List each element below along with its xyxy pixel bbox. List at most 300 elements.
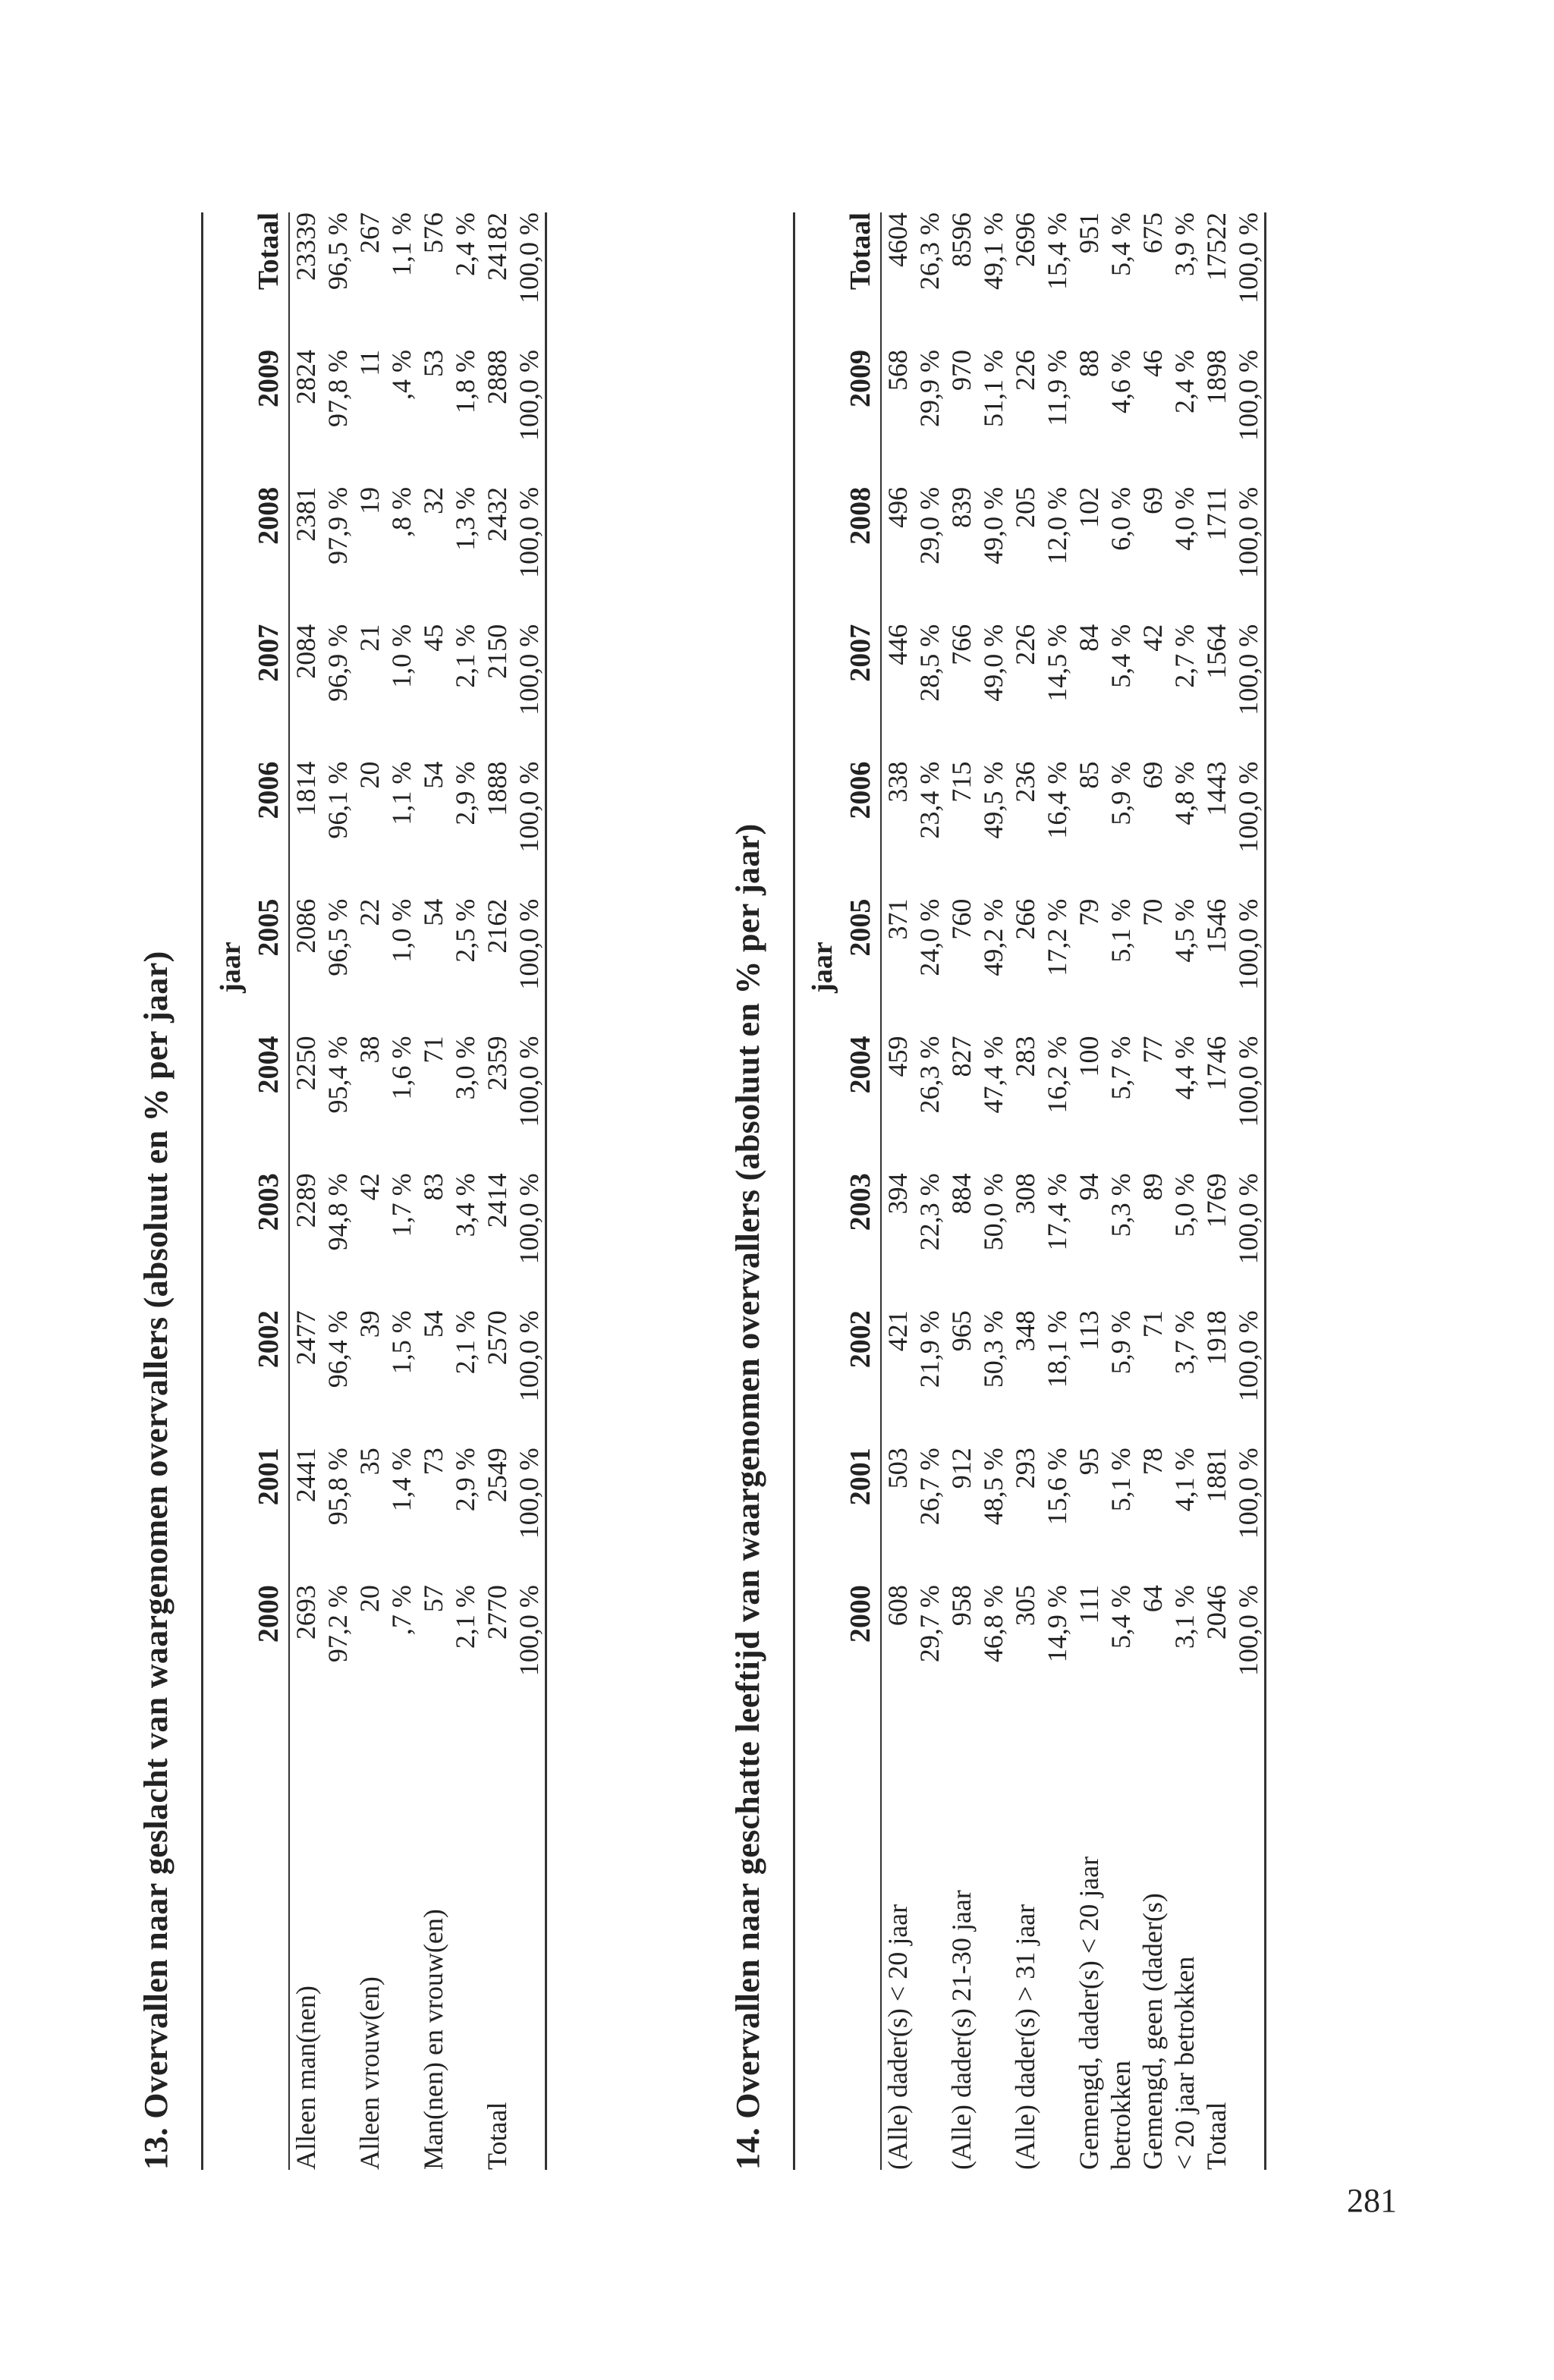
- cell-percent: ,8 %: [386, 486, 417, 537]
- cell-percent: 100,0 %: [1233, 624, 1263, 715]
- table13-col-header: 2004: [253, 1036, 285, 1094]
- cell-percent: 49,2 %: [978, 898, 1008, 976]
- table14-cell: [1200, 212, 1266, 350]
- table14-cell: [1009, 1036, 1073, 1173]
- cell-absolute: 760: [946, 898, 977, 940]
- cell-absolute: 38: [354, 1036, 385, 1064]
- row-label-line1: (Alle) dader(s) < 20 jaar: [882, 1904, 913, 2170]
- cell-percent: 16,2 %: [1042, 1036, 1072, 1114]
- table14-cell: [945, 1310, 1009, 1448]
- table14-col-header: 2000: [845, 1585, 876, 1643]
- table13-row: [289, 212, 354, 2170]
- cell-percent: 17,2 %: [1042, 898, 1072, 976]
- cell-percent: 51,1 %: [978, 349, 1008, 427]
- cell-absolute: 2414: [482, 1173, 512, 1228]
- cell-absolute: 113: [1074, 1310, 1104, 1350]
- table13-cell: [354, 1036, 417, 1173]
- cell-percent: 49,5 %: [978, 761, 1008, 839]
- cell-percent: 94,8 %: [322, 1173, 353, 1251]
- table13-cell: [354, 487, 417, 624]
- table14-col-header: 2002: [845, 1310, 876, 1369]
- cell-percent: 49,1 %: [978, 212, 1008, 290]
- cell-percent: ,7 %: [386, 1585, 417, 1636]
- table14-col-header: 2006: [845, 761, 876, 819]
- table14-title: 14. Overvallen naar geschatte leeftijd van waargenomen overvallers (absoluut en % per jaar): [729, 823, 766, 2170]
- cell-percent: 100,0 %: [514, 761, 544, 853]
- cell-absolute: 35: [354, 1448, 385, 1476]
- cell-percent: 100,0 %: [1233, 486, 1263, 578]
- cell-percent: 17,4 %: [1042, 1173, 1072, 1251]
- cell-absolute: 226: [1010, 624, 1040, 665]
- cell-absolute: 1711: [1201, 486, 1232, 541]
- table13-cell: [417, 1585, 481, 1722]
- cell-percent: 100,0 %: [1233, 898, 1263, 990]
- cell-absolute: 2549: [482, 1448, 512, 1503]
- cell-absolute: 1443: [1201, 761, 1232, 816]
- table14-cell: [945, 1036, 1009, 1173]
- cell-absolute: 2359: [482, 1036, 512, 1091]
- table14-cell: [1137, 1173, 1200, 1310]
- table14-cell: [1137, 1585, 1200, 1722]
- cell-absolute: 53: [418, 349, 448, 377]
- cell-percent: 2,4 %: [1169, 349, 1200, 413]
- table14-cell: [1009, 1448, 1073, 1585]
- cell-percent: 50,3 %: [978, 1310, 1008, 1388]
- table13-cell: [417, 212, 481, 350]
- cell-absolute: 42: [354, 1173, 385, 1201]
- table13-cell: [481, 1448, 546, 1585]
- table14-row: [1200, 212, 1266, 2170]
- table13-cell: [417, 1310, 481, 1448]
- table14-cell: [1073, 762, 1137, 899]
- table14-cell: [881, 762, 945, 899]
- cell-percent: 29,9 %: [914, 349, 945, 427]
- cell-percent: 5,9 %: [1106, 1310, 1136, 1375]
- cell-absolute: 236: [1010, 761, 1040, 803]
- cell-percent: 5,0 %: [1169, 1173, 1200, 1237]
- cell-percent: 5,3 %: [1106, 1173, 1136, 1237]
- table14-col-header: 2003: [845, 1173, 876, 1231]
- table14-cell: [881, 624, 945, 762]
- table14-cell: [1137, 212, 1200, 350]
- row-label-line2: [977, 1722, 1009, 2170]
- cell-percent: 47,4 %: [978, 1036, 1008, 1114]
- cell-absolute: 951: [1074, 212, 1104, 253]
- table13-cell: [289, 1585, 354, 1722]
- table14-cell: [881, 1585, 945, 1722]
- cell-absolute: 293: [1010, 1448, 1040, 1489]
- cell-absolute: 19: [354, 486, 385, 514]
- table13-cell: [417, 487, 481, 624]
- cell-absolute: 283: [1010, 1036, 1040, 1077]
- table14-cell: [1200, 1310, 1266, 1448]
- cell-absolute: 1814: [291, 761, 321, 816]
- cell-absolute: 78: [1137, 1448, 1168, 1476]
- cell-absolute: 77: [1137, 1036, 1168, 1064]
- cell-percent: 100,0 %: [514, 1585, 544, 1677]
- table13-cell: [354, 1585, 417, 1722]
- cell-percent: 4,0 %: [1169, 486, 1200, 551]
- cell-percent: 1,0 %: [386, 898, 417, 963]
- table13-cell: [481, 762, 546, 899]
- table13-cell: [354, 212, 417, 350]
- cell-absolute: 20: [354, 761, 385, 789]
- table14-col-header: 2009: [845, 349, 876, 407]
- cell-absolute: 2824: [291, 349, 321, 404]
- cell-percent: 1,4 %: [386, 1448, 417, 1512]
- cell-percent: 5,1 %: [1106, 1448, 1136, 1512]
- cell-percent: 2,7 %: [1169, 624, 1200, 688]
- cell-percent: 3,7 %: [1169, 1310, 1200, 1375]
- cell-percent: 100,0 %: [514, 1448, 544, 1539]
- table14-col-header: Totaal: [845, 212, 876, 291]
- cell-percent: 28,5 %: [914, 624, 945, 702]
- cell-percent: 22,3 %: [914, 1173, 945, 1251]
- table14-row-label: [881, 1722, 945, 2170]
- table13-cell: [417, 624, 481, 762]
- table14-cell: [1137, 1036, 1200, 1173]
- cell-percent: 100,0 %: [514, 898, 544, 990]
- cell-percent: 5,4 %: [1106, 1585, 1136, 1649]
- cell-percent: 26,3 %: [914, 1036, 945, 1114]
- cell-absolute: 84: [1074, 624, 1104, 652]
- cell-absolute: 11: [354, 349, 385, 376]
- cell-absolute: 1746: [1201, 1036, 1232, 1091]
- cell-absolute: 2150: [482, 624, 512, 679]
- table14-cell: [1073, 1036, 1137, 1173]
- cell-percent: 96,4 %: [322, 1310, 353, 1388]
- table14-corner: [794, 1722, 840, 2170]
- table13-row: [481, 212, 546, 2170]
- cell-absolute: 308: [1010, 1173, 1040, 1215]
- cell-percent: 100,0 %: [514, 1036, 544, 1127]
- table14-cell: [1073, 1173, 1137, 1310]
- cell-percent: 49,0 %: [978, 624, 1008, 702]
- table13-col-header: 2009: [253, 349, 285, 407]
- cell-absolute: 73: [418, 1448, 448, 1476]
- table13-cell: [289, 1310, 354, 1448]
- cell-absolute: 912: [946, 1448, 977, 1489]
- cell-percent: 29,0 %: [914, 486, 945, 564]
- cell-absolute: 54: [418, 761, 448, 789]
- cell-percent: 50,0 %: [978, 1173, 1008, 1251]
- table13-cell: [481, 212, 546, 350]
- cell-absolute: 8596: [946, 212, 977, 267]
- table13-row-label: [354, 1722, 417, 2170]
- cell-absolute: 1769: [1201, 1173, 1232, 1228]
- table13-cell: [354, 899, 417, 1036]
- table14-cell: [881, 1448, 945, 1585]
- cell-absolute: 2570: [482, 1310, 512, 1366]
- cell-percent: 5,1 %: [1106, 898, 1136, 963]
- cell-absolute: 2441: [291, 1448, 321, 1503]
- cell-percent: 29,7 %: [914, 1585, 945, 1663]
- table14-cell: [1073, 350, 1137, 487]
- table14-cell: [1009, 1310, 1073, 1448]
- cell-absolute: 459: [882, 1036, 913, 1077]
- cell-absolute: 348: [1010, 1310, 1040, 1352]
- cell-absolute: 2477: [291, 1310, 321, 1366]
- table14-cell: [945, 1173, 1009, 1310]
- cell-absolute: 305: [1010, 1585, 1040, 1627]
- cell-percent: 4,4 %: [1169, 1036, 1200, 1100]
- cell-percent: 1,5 %: [386, 1310, 417, 1375]
- table13-cell: [289, 212, 354, 350]
- cell-absolute: 100: [1074, 1036, 1104, 1077]
- table14-cell: [1073, 899, 1137, 1036]
- cell-percent: 100,0 %: [514, 1173, 544, 1265]
- cell-absolute: 446: [882, 624, 913, 665]
- table13-cell: [289, 624, 354, 762]
- table14-cell: [1200, 350, 1266, 487]
- table14-row: [945, 212, 1009, 2170]
- cell-percent: 1,3 %: [450, 486, 480, 551]
- table14-col-header: 2001: [845, 1448, 876, 1506]
- cell-percent: 97,9 %: [322, 486, 353, 564]
- table14-cell: [1200, 1448, 1266, 1585]
- cell-percent: 100,0 %: [1233, 1173, 1263, 1265]
- table13-cell: [354, 1310, 417, 1448]
- cell-absolute: 205: [1010, 486, 1040, 528]
- cell-absolute: 69: [1137, 486, 1168, 514]
- table14-cell: [881, 350, 945, 487]
- row-label-line1: Totaal: [482, 2102, 512, 2170]
- table13-cell: [481, 899, 546, 1036]
- table14-cell: [1009, 762, 1073, 899]
- cell-percent: 100,0 %: [1233, 212, 1263, 303]
- table13-group-header: jaar: [215, 942, 247, 993]
- cell-absolute: 496: [882, 486, 913, 528]
- row-label-line2: [1041, 1722, 1073, 2170]
- cell-percent: 97,8 %: [322, 349, 353, 427]
- cell-percent: 95,8 %: [322, 1448, 353, 1526]
- cell-percent: 2,5 %: [450, 898, 480, 963]
- row-label-line1: Man(nen) en vrouw(en): [418, 1909, 448, 2170]
- table14-cell: [1200, 1173, 1266, 1310]
- table13-cell: [417, 1173, 481, 1310]
- cell-absolute: 2888: [482, 349, 512, 404]
- cell-percent: 1,7 %: [386, 1173, 417, 1237]
- cell-percent: 49,0 %: [978, 486, 1008, 564]
- table13-col-header: 2006: [253, 761, 285, 819]
- table13-cell: [354, 762, 417, 899]
- cell-absolute: 94: [1074, 1173, 1104, 1201]
- cell-percent: 2,1 %: [450, 1310, 480, 1375]
- cell-absolute: 226: [1010, 349, 1040, 391]
- table13-cell: [354, 624, 417, 762]
- table14-cell: [1009, 487, 1073, 624]
- cell-percent: 1,6 %: [386, 1036, 417, 1100]
- cell-absolute: 39: [354, 1310, 385, 1338]
- table14-cell: [881, 1310, 945, 1448]
- table14-row: [1137, 212, 1200, 2170]
- cell-percent: 100,0 %: [514, 624, 544, 715]
- table13-row: [354, 212, 417, 2170]
- cell-absolute: 22: [354, 898, 385, 926]
- table13-cell: [417, 899, 481, 1036]
- cell-absolute: 965: [946, 1310, 977, 1352]
- cell-absolute: 71: [418, 1036, 448, 1064]
- table14-cell: [881, 212, 945, 350]
- cell-absolute: 371: [882, 898, 913, 940]
- cell-percent: 2,4 %: [450, 212, 480, 276]
- cell-percent: 96,5 %: [322, 212, 353, 290]
- table14-row-label: [1009, 1722, 1073, 2170]
- table14-cell: [1200, 1036, 1266, 1173]
- cell-absolute: 46: [1137, 349, 1168, 377]
- cell-absolute: 54: [418, 898, 448, 926]
- cell-absolute: 715: [946, 761, 977, 803]
- cell-absolute: 42: [1137, 624, 1168, 652]
- cell-absolute: 675: [1137, 212, 1168, 253]
- table13: [201, 212, 547, 2170]
- cell-absolute: 2770: [482, 1585, 512, 1640]
- cell-absolute: 20: [354, 1585, 385, 1613]
- table14-row-label: [945, 1722, 1009, 2170]
- cell-absolute: 4604: [882, 212, 913, 267]
- table13-cell: [481, 1310, 546, 1448]
- row-label-line2: [914, 1722, 945, 2170]
- table13-cell: [481, 1036, 546, 1173]
- table14-cell: [1073, 1310, 1137, 1448]
- cell-percent: 5,4 %: [1106, 212, 1136, 276]
- table13-cell: [417, 350, 481, 487]
- cell-absolute: 568: [882, 349, 913, 391]
- cell-absolute: 503: [882, 1448, 913, 1489]
- cell-percent: 5,9 %: [1106, 761, 1136, 825]
- table13-col-header: 2008: [253, 486, 285, 545]
- cell-absolute: 1918: [1201, 1310, 1232, 1366]
- cell-percent: ,4 %: [386, 349, 417, 400]
- cell-absolute: 839: [946, 486, 977, 528]
- cell-absolute: 79: [1074, 898, 1104, 926]
- cell-percent: 100,0 %: [1233, 349, 1263, 441]
- table14-cell: [881, 487, 945, 624]
- table13-col-header: 2000: [253, 1585, 285, 1643]
- table14-row-label: [1200, 1722, 1266, 2170]
- table14-cell: [881, 1036, 945, 1173]
- cell-absolute: 57: [418, 1585, 448, 1613]
- cell-absolute: 2381: [291, 486, 321, 542]
- cell-absolute: 267: [354, 212, 385, 253]
- table13-cell: [481, 487, 546, 624]
- table14-cell: [1009, 212, 1073, 350]
- cell-absolute: 1898: [1201, 349, 1232, 404]
- table14-row-label: [1137, 1722, 1200, 2170]
- cell-percent: 3,4 %: [450, 1173, 480, 1237]
- cell-absolute: 1881: [1201, 1448, 1232, 1503]
- cell-absolute: 54: [418, 1310, 448, 1338]
- row-label-line2: [1232, 1722, 1264, 2170]
- cell-absolute: 266: [1010, 898, 1040, 940]
- table13-cell: [417, 1448, 481, 1585]
- cell-absolute: 576: [418, 212, 448, 253]
- row-label-line2: < 20 jaar betrokken: [1169, 1956, 1200, 2170]
- row-label-line2: betrokken: [1106, 2061, 1136, 2170]
- table14-cell: [1200, 899, 1266, 1036]
- cell-absolute: 2162: [482, 898, 512, 954]
- cell-percent: 18,1 %: [1042, 1310, 1072, 1388]
- table14-cell: [1009, 350, 1073, 487]
- table14-cell: [1200, 762, 1266, 899]
- cell-percent: 14,9 %: [1042, 1585, 1072, 1663]
- cell-percent: 4,1 %: [1169, 1448, 1200, 1512]
- cell-absolute: 958: [946, 1585, 977, 1627]
- cell-absolute: 1888: [482, 761, 512, 816]
- table14-cell: [1009, 624, 1073, 762]
- table14-cell: [881, 1173, 945, 1310]
- cell-absolute: 766: [946, 624, 977, 665]
- table13-cell: [481, 1173, 546, 1310]
- cell-percent: 96,9 %: [322, 624, 353, 702]
- cell-percent: 11,9 %: [1042, 349, 1072, 426]
- table14-cell: [1200, 624, 1266, 762]
- cell-absolute: 827: [946, 1036, 977, 1077]
- cell-absolute: 2696: [1010, 212, 1040, 267]
- cell-percent: 100,0 %: [1233, 1448, 1263, 1539]
- table13-cell: [481, 624, 546, 762]
- cell-absolute: 970: [946, 349, 977, 391]
- cell-percent: 3,1 %: [1169, 1585, 1200, 1649]
- table13-cell: [354, 350, 417, 487]
- table14-cell: [1073, 1585, 1137, 1722]
- table13-cell: [289, 762, 354, 899]
- cell-percent: 21,9 %: [914, 1310, 945, 1388]
- table13-col-header: 2003: [253, 1173, 285, 1231]
- cell-absolute: 2086: [291, 898, 321, 954]
- cell-percent: 24,0 %: [914, 898, 945, 976]
- cell-absolute: 1546: [1201, 898, 1232, 954]
- table14: [793, 212, 1266, 2170]
- row-label-line1: (Alle) dader(s) > 31 jaar: [1010, 1904, 1040, 2170]
- table13-row-label: [289, 1722, 354, 2170]
- table13-col-header: 2007: [253, 624, 285, 682]
- cell-absolute: 421: [882, 1310, 913, 1352]
- cell-percent: 3,9 %: [1169, 212, 1200, 276]
- cell-percent: 96,5 %: [322, 898, 353, 976]
- table13-corner: [203, 1722, 248, 2170]
- cell-percent: 100,0 %: [514, 486, 544, 578]
- cell-percent: 97,2 %: [322, 1585, 353, 1663]
- cell-absolute: 24182: [482, 212, 512, 281]
- table13-cell: [481, 350, 546, 487]
- cell-percent: 100,0 %: [514, 349, 544, 441]
- table14-cell: [945, 1448, 1009, 1585]
- cell-absolute: 2046: [1201, 1585, 1232, 1640]
- cell-absolute: 338: [882, 761, 913, 803]
- table14-cell: [945, 1585, 1009, 1722]
- table14-group-header: jaar: [807, 942, 838, 993]
- table14-cell: [945, 487, 1009, 624]
- cell-absolute: 102: [1074, 486, 1104, 528]
- cell-absolute: 1564: [1201, 624, 1232, 679]
- table13-cell: [417, 762, 481, 899]
- cell-percent: 3,0 %: [450, 1036, 480, 1100]
- table14-cell: [945, 899, 1009, 1036]
- cell-percent: 100,0 %: [1233, 761, 1263, 853]
- cell-percent: 100,0 %: [1233, 1036, 1263, 1127]
- table14-cell: [1137, 1310, 1200, 1448]
- cell-absolute: 394: [882, 1173, 913, 1215]
- cell-absolute: 83: [418, 1173, 448, 1201]
- table14-cell: [945, 762, 1009, 899]
- cell-absolute: 70: [1137, 898, 1168, 926]
- table14-cell: [1073, 487, 1137, 624]
- cell-percent: 46,8 %: [978, 1585, 1008, 1663]
- table13-col-header: 2002: [253, 1310, 285, 1369]
- table14-cell: [1137, 487, 1200, 624]
- cell-percent: 96,1 %: [322, 761, 353, 839]
